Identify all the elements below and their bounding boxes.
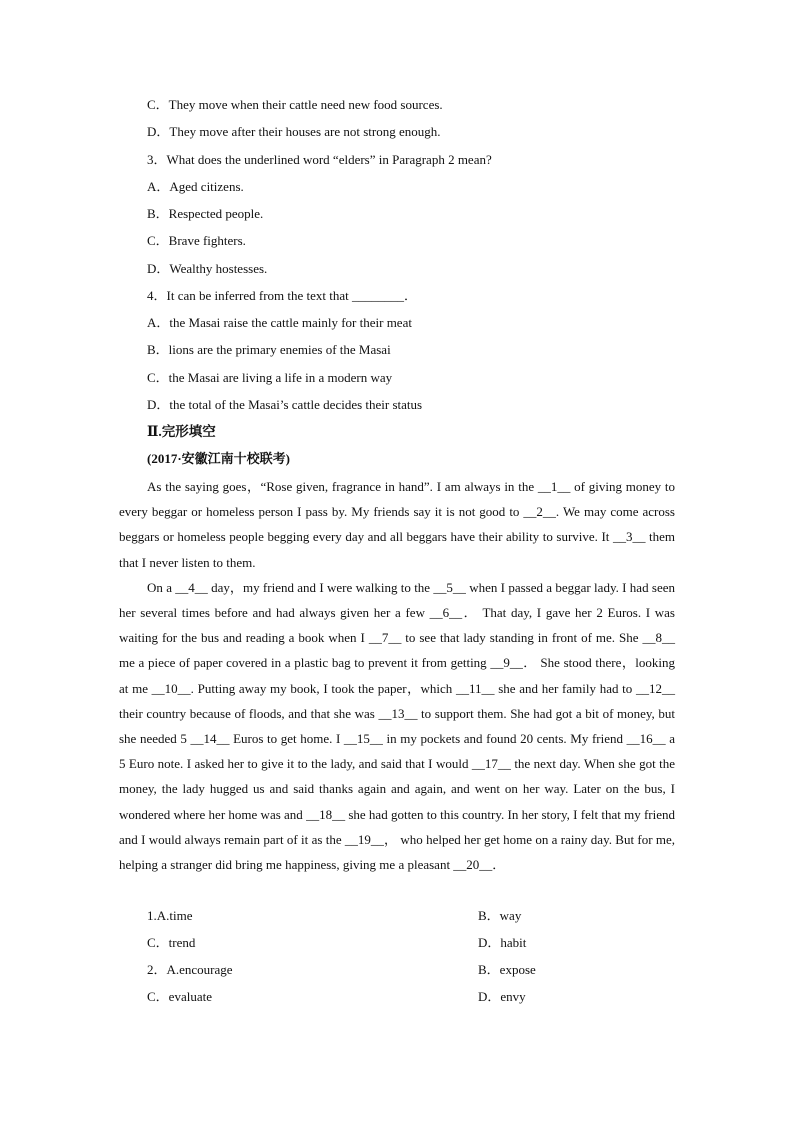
- passage-paragraph-1: As the saying goes，“Rose given, fragrance in hand”. I am always in the __1__ of giving money to every beggar or homeless person I pass by. My friends say it is not good to __2__. We may come across beggars or homeless people begging every day and all beggars have their ability to survive. It __3__ them that I never listen to them.: [119, 479, 675, 570]
- q3-option-c: C．Brave fighters.: [147, 233, 246, 248]
- answer-2-c: C．evaluate: [147, 989, 212, 1004]
- answer-2-b: B．expose: [478, 962, 536, 977]
- q4-option-a: A．the Masai raise the cattle mainly for their meat: [147, 315, 412, 330]
- q4-question: 4．It can be inferred from the text that ________．: [147, 288, 418, 303]
- answer-2-a: 2．A.encourage: [147, 962, 233, 977]
- q4-option-d: D．the total of the Masai’s cattle decides their status: [147, 397, 423, 412]
- answer-1-b: B．way: [478, 908, 522, 923]
- q2-option-c: C．They move when their cattle need new food sources.: [147, 97, 443, 112]
- q2-option-d: D．They move after their houses are not strong enough.: [147, 124, 441, 139]
- answer-1-a: 1.A.time: [147, 908, 193, 923]
- answer-2-d: D．envy: [478, 989, 526, 1004]
- q4-option-c: C．the Masai are living a life in a modern way: [147, 370, 393, 385]
- section-source: (2017·安徽江南十校联考): [147, 451, 290, 466]
- q3-question: 3．What does the underlined word “elders” in Paragraph 2 mean?: [147, 152, 492, 167]
- cloze-passage: [119, 474, 675, 877]
- q3-option-b: B．Respected people.: [147, 206, 264, 221]
- passage-paragraph-2: On a __4__ day，my friend and I were walking to the __5__ when I passed a beggar lady. I had seen her several times before and had always given her a few __6__． That day, I gave her 2 Euros. I was waiting for the bus and reading a book when I __7__ to see that lady standing in front of me. She __8__ me a piece of paper covered in a plastic bag to prevent it from getting __9__． She stood there，looking at me __10__. Putting away my book, I took the paper，which __11__ she and her family had to __12__ their country because of floods, and that she was __13__ to support them. She had got a bit of money, but she needed 5 __14__ Euros to get home. I __15__ in my pockets and found 20 cents. My friend __16__ a 5 Euro note. I asked her to give it to the lady, and said that I would __17__ the next day. When she got the money, the lady hugged us and said thanks again and again, and went on her way. Later on the bus, I wondered where her home was and __18__ she had gotten to this country. In her story, I felt that my friend and I would always remain part of it as the __19__， who helped her get home on a rainy day. But for me, helping a stranger did bring me happiness, giving me a pleasant __20__．: [119, 579, 675, 873]
- answer-1-c: C．trend: [147, 935, 196, 950]
- q4-option-b: B．lions are the primary enemies of the Masai: [147, 342, 391, 357]
- q3-option-d: D．Wealthy hostesses.: [147, 261, 268, 276]
- section-title: Ⅱ.完形填空: [147, 424, 216, 439]
- answer-1-d: D．habit: [478, 935, 527, 950]
- q3-option-a: A．Aged citizens.: [147, 179, 244, 194]
